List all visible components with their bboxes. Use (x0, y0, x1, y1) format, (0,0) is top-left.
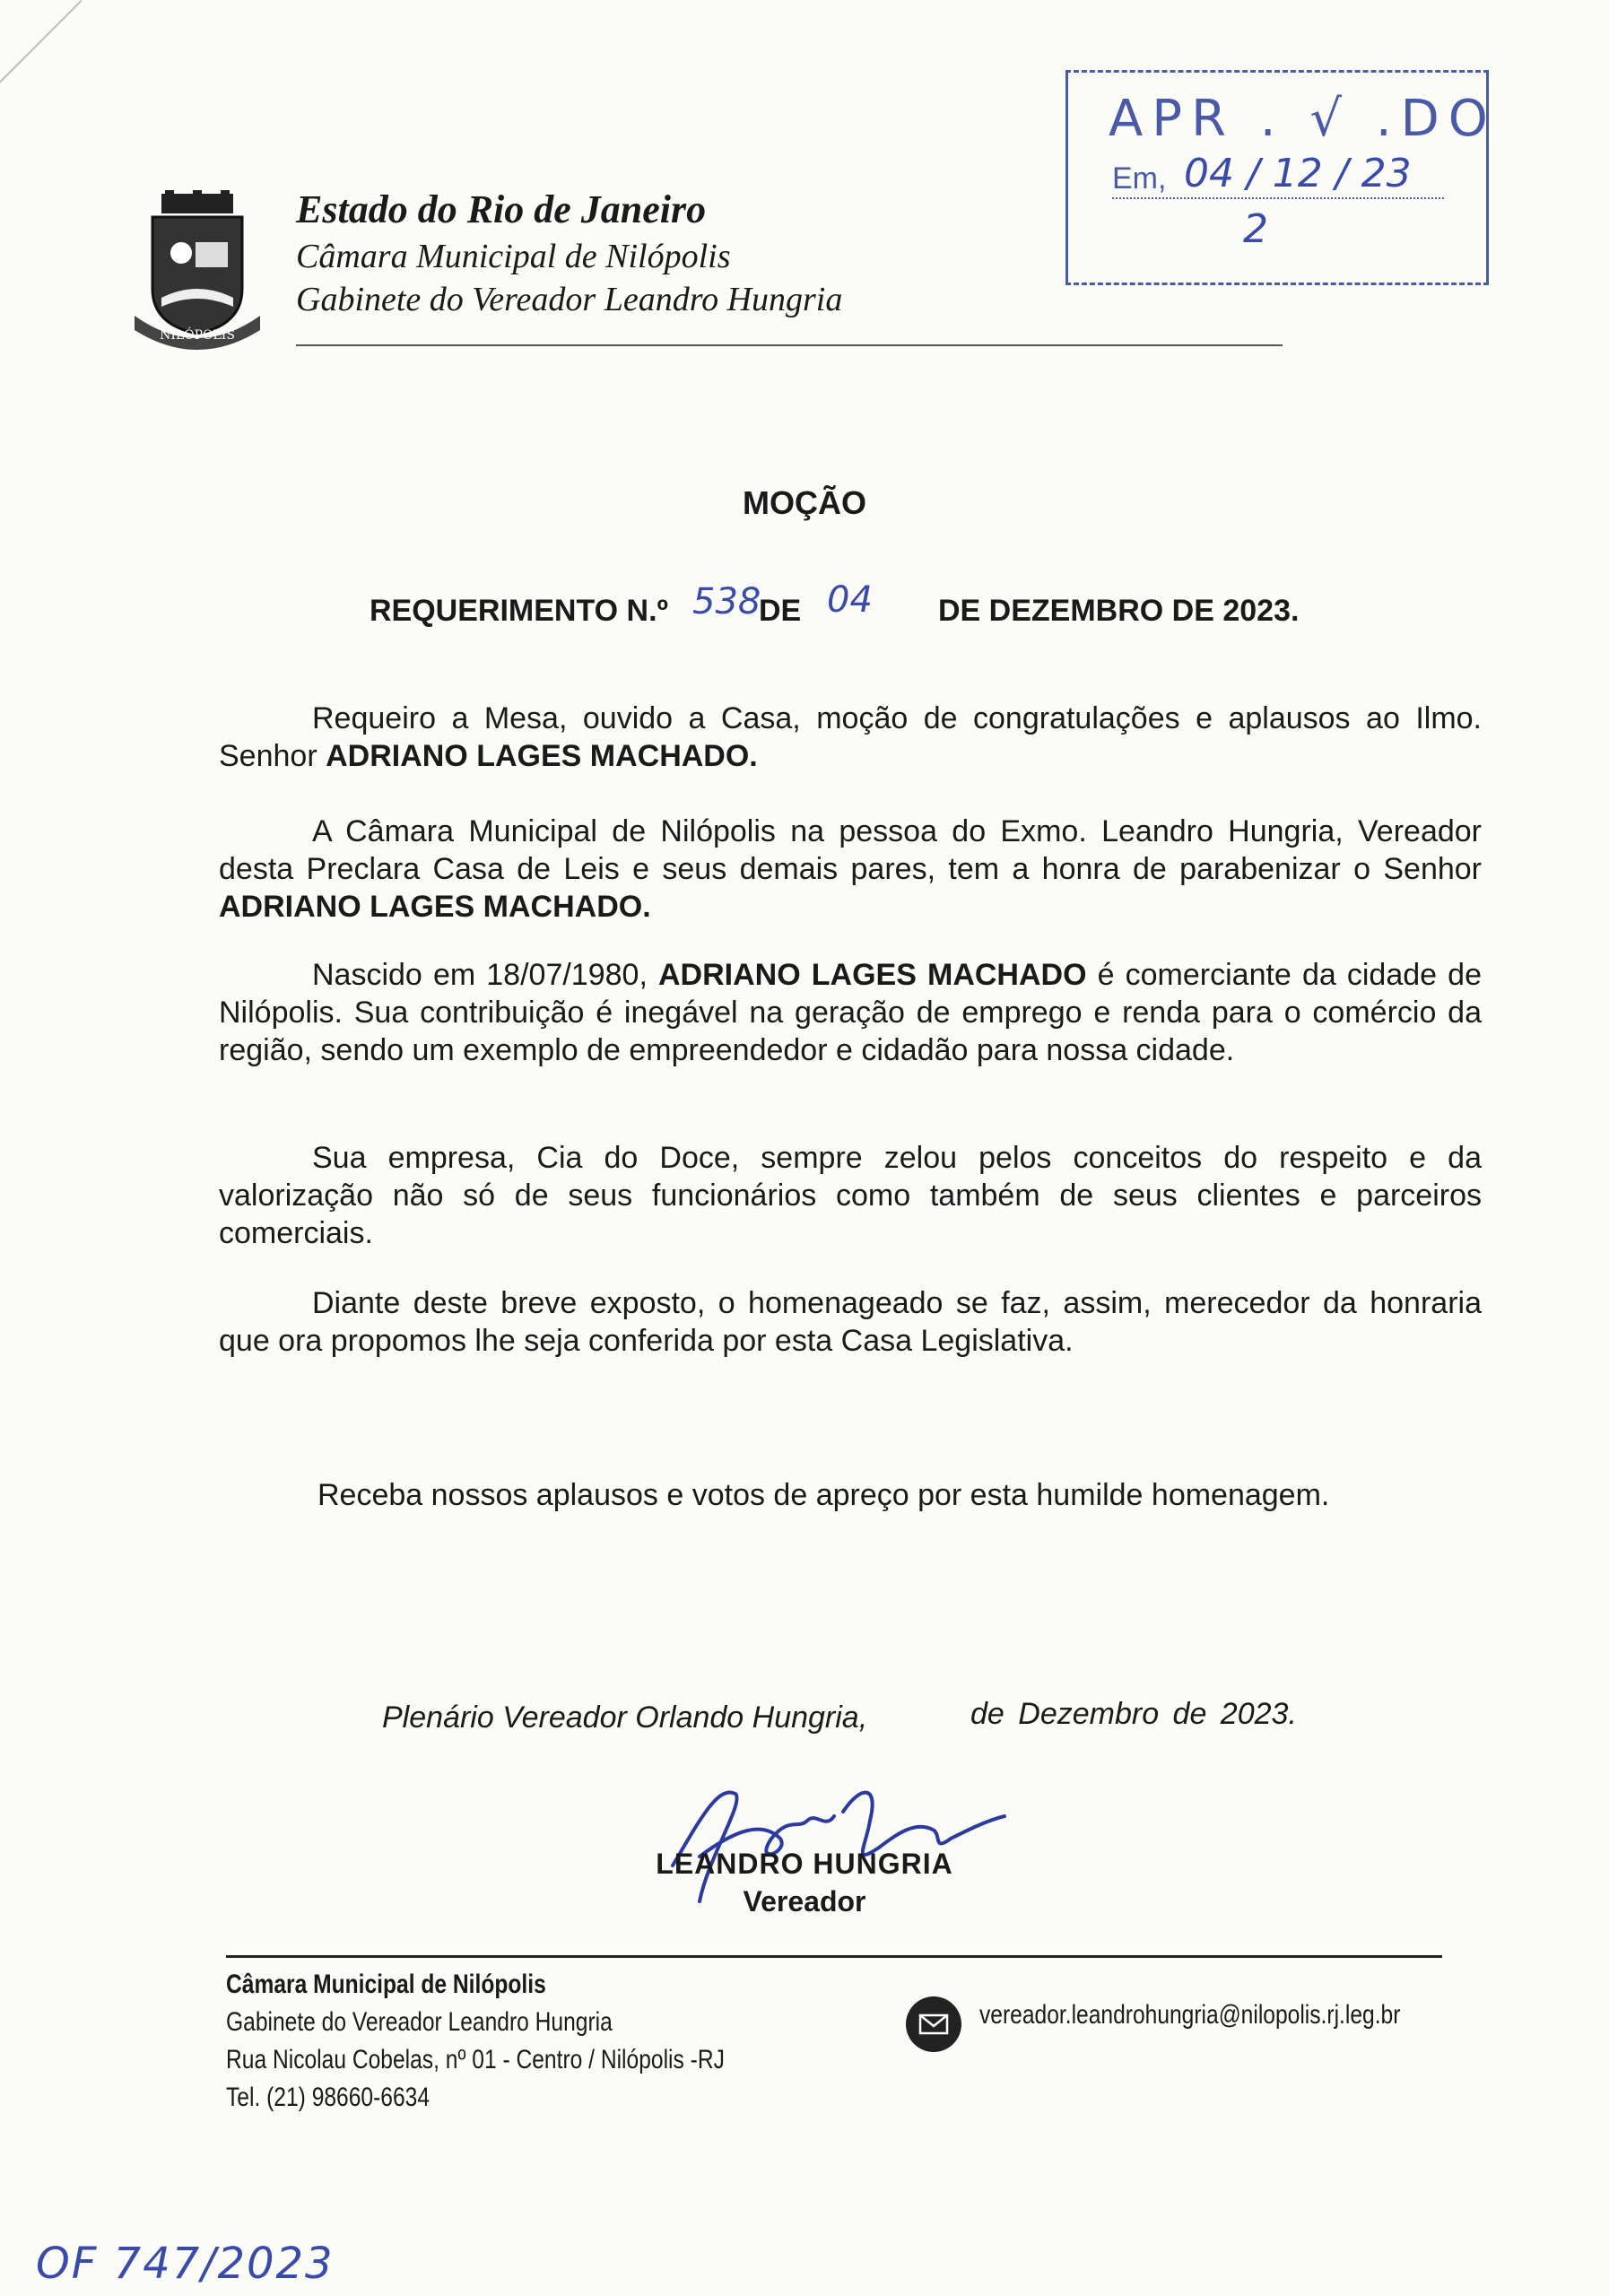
stamp-em-label: Em, (1112, 161, 1167, 196)
requerimento-number: 538 (692, 581, 761, 622)
closing-line: Receba nossos aplausos e votos de apreço por esta humilde homenagem. (317, 1478, 1330, 1512)
footer-phone: Tel. (21) 98660-6634 (226, 2083, 431, 2112)
signature-date: de Dezembro de 2023. (970, 1697, 1297, 1731)
footer-office: Gabinete do Vereador Leandro Hungria (226, 2007, 613, 2037)
paragraph-2 (219, 813, 1482, 926)
paragraph-4: Sua empresa, Cia do Doce, sempre zelou pelos conceitos do respeito e da valorização não só de seus funcionários como também de seus clientes e parceiros comerciais. (219, 1141, 1482, 1250)
stamp-mark: 2 (1243, 206, 1268, 252)
header-chamber: Câmara Municipal de Nilópolis (296, 238, 731, 275)
stamp-line (1112, 197, 1444, 199)
paragraph-3-text-a: Nascido em 18/07/1980, (312, 958, 658, 992)
paragraph-1 (219, 700, 1482, 775)
email-icon (906, 1996, 961, 2052)
honoree-name: ADRIANO LAGES MACHADO. (326, 739, 758, 773)
stamp-date: 04 / 12 / 23 (1184, 151, 1412, 196)
paragraph-1-text: Requeiro a Mesa, ouvido a Casa, moção de congratulações e aplausos ao Ilmo. Senhor (219, 701, 1482, 773)
header-office: Gabinete do Vereador Leandro Hungria (296, 281, 843, 318)
header-divider (296, 344, 1283, 346)
footer-address: Rua Nicolau Cobelas, nº 01 - Centro / Nilópolis -RJ (226, 2045, 725, 2074)
honoree-name: ADRIANO LAGES MACHADO. (219, 890, 651, 924)
footer-chamber: Câmara Municipal de Nilópolis (226, 1970, 546, 1999)
crest-text: NILÓPOLIS (160, 328, 235, 343)
paragraph-3 (219, 956, 1482, 1069)
footer-divider (226, 1955, 1442, 1958)
paragraph-2-text: A Câmara Municipal de Nilópolis na pessoa do Exmo. Leandro Hungria, Vereador desta Preclara Casa de Leis e seus demais pares, tem a honra de parabenizar o Senhor (219, 814, 1482, 886)
honoree-name: ADRIANO LAGES MACHADO (658, 958, 1087, 992)
signature-place: Plenário Vereador Orlando Hungria, (382, 1700, 868, 1735)
signer-name: LEANDRO HUNGRIA (656, 1848, 953, 1880)
requerimento-day: 04 (827, 579, 873, 621)
requerimento-label: REQUERIMENTO N.º (370, 594, 668, 628)
paragraph-5: Diante deste breve exposto, o homenageado se faz, assim, merecedor da honraria que ora propomos lhe seja conferida por esta Casa Legislativa. (219, 1286, 1482, 1358)
header-state: Estado do Rio de Janeiro (296, 187, 707, 231)
municipal-crest-logo (126, 190, 269, 352)
requerimento-de-label: DE (759, 594, 802, 628)
scan-line (0, 0, 82, 103)
document-title: MOÇÃO (743, 484, 866, 521)
footer-email-link[interactable]: vereador.leandrohungria@nilopolis.rj.leg.br (979, 2000, 1401, 2030)
handwritten-office-number: OF 747/2023 (36, 2239, 335, 2289)
requerimento-month-year: DE DEZEMBRO DE 2023. (938, 594, 1300, 628)
stamp-title: APR . √ .DO (1109, 90, 1497, 148)
paragraph-3-text-b: é comerciante da cidade de Nilópolis. Sua contribuição é inegável na geração de emprego e renda para o comércio da região, sendo um exemplo de empreendedor e cidadão para nossa cidade. (219, 958, 1482, 1067)
signer-role: Vereador (743, 1885, 866, 1918)
